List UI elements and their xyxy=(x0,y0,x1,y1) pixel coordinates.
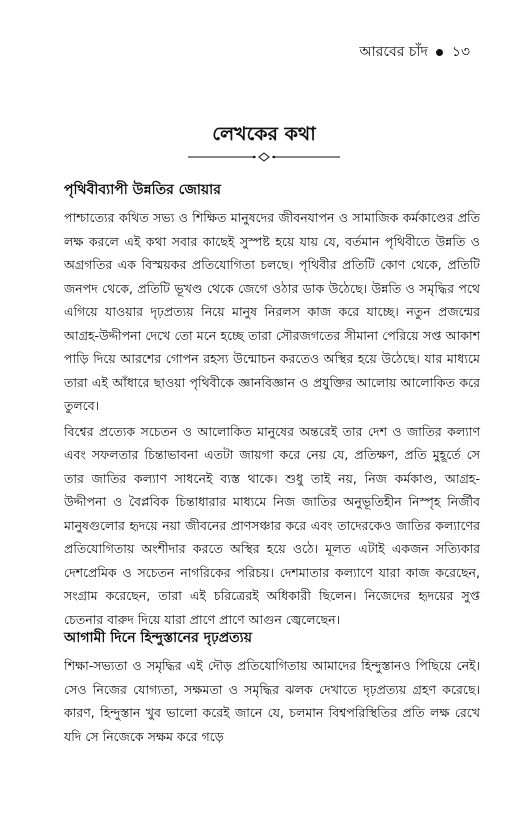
section-global-progress xyxy=(64,178,480,631)
paragraph: বিশ্বের প্রত্যেক সচেতন ও আলোকিত মানুষের অন্তরেই তার দেশ ও জাতির কল্যাণ এবং সফলতার চিন্তাভাবনা এতটা জায়গা করে নেয় যে, প্রতিক্ষণ, প্রতি মুহূর্তে সে তার জাতির কল্যাণ সাধনেই ব্যস্ত থাকে। শুধু তাই নয়, নিজ কর্মকাণ্ড, আগ্রহ-উদ্দীপনা ও বৈপ্লবিক চিন্তাধারার মাধ্যমে নিজ জাতির অনুভূতিহীন নিস্পৃহ নির্জীব মানুষগুলোর হৃদয়ে নয়া জীবনের প্রাণসঞ্চার করে এবং তাদেরকেও জাতির কল্যাণের প্রতিযোগিতায় অংশীদার করতে অস্থির হয়ে ওঠে। মূলত এটাই একজন সত্যিকার দেশপ্রেমিক ও সচেতন নাগরিকের পরিচয়। দেশমাতার কল্যাণে যারা কাজ করেছেন, সংগ্রাম করেছেন, তারা এই চরিত্রেরই অধিকারী ছিলেন। নিজেদের হৃদয়ের সুপ্ত চেতনার বারুদ দিয়ে যারা প্রাণে প্রাণে আগুন জ্বেলেছেন। xyxy=(64,423,480,627)
book-title: আরবের চাঁদ xyxy=(359,44,428,60)
page-number: ১৩ xyxy=(451,44,470,60)
bullet-icon xyxy=(436,49,443,56)
ornament-divider-icon xyxy=(188,152,340,162)
paragraph: শিক্ষা-সভ্যতা ও সমৃদ্ধির এই দৌড় প্রতিযোগিতায় আমাদের হিন্দুস্তানও পিছিয়ে নেই। সেও নিজের যোগ্যতা, সক্ষমতা ও সমৃদ্ধির ঝলক দেখাতে দৃঢ়প্রত্যয় গ্রহণ করেছে। কারণ, হিন্দুস্তান খুব ভালো করেই জানে যে, চলমান বিশ্বপরিস্থিতির প্রতি লক্ষ রেখে যদি সে নিজেকে সক্ষম করে গড়ে xyxy=(64,658,480,744)
chapter-title: লেখকের কথা xyxy=(212,123,316,145)
section-hindustan-resolve xyxy=(64,626,480,748)
paragraph: পাশ্চাত্যের কথিত সভ্য ও শিক্ষিত মানুষদের জীবনযাপন ও সামাজিক কর্মকাণ্ডের প্রতি লক্ষ করলে এই কথা সবার কাছেই সুস্পষ্ট হয়ে যায় যে, বর্তমান পৃথিবীতে উন্নতি ও অগ্রগতির এক বিস্ময়কর প্রতিযোগিতা চলছে। পৃথিবীর প্রতিটি কোণ থেকে, প্রতিটি জনপদ থেকে, প্রতিটি ভূখণ্ড থেকে জেগে ওঠার ডাক উঠেছে। উন্নতি ও সমৃদ্ধির পথে এগিয়ে যাওয়ার দৃঢ়প্রত্যয় নিয়ে মানুষ নিরলস কাজ করে যাচ্ছে। নতুন প্রজন্মের আগ্রহ-উদ্দীপনা দেখে তো মনে হচ্ছে তারা সৌরজগতের সীমানা পেরিয়ে সপ্ত আকাশ পাড়ি দিয়ে আরশের গোপন রহস্য উন্মোচন করতেও অস্থির হয়ে উঠেছে। যার মাধ্যমে তারা এই আঁধারে ছাওয়া পৃথিবীকে জ্ঞানবিজ্ঞান ও প্রযুক্তির আলোয় আলোকিত করে তুলবে। xyxy=(64,210,480,413)
running-header xyxy=(359,40,470,64)
section-heading: পৃথিবীব্যাপী উন্নতির জোয়ার xyxy=(64,182,221,198)
section-heading: আগামী দিনে হিন্দুস্তানের দৃঢ়প্রত্যয় xyxy=(64,630,252,646)
